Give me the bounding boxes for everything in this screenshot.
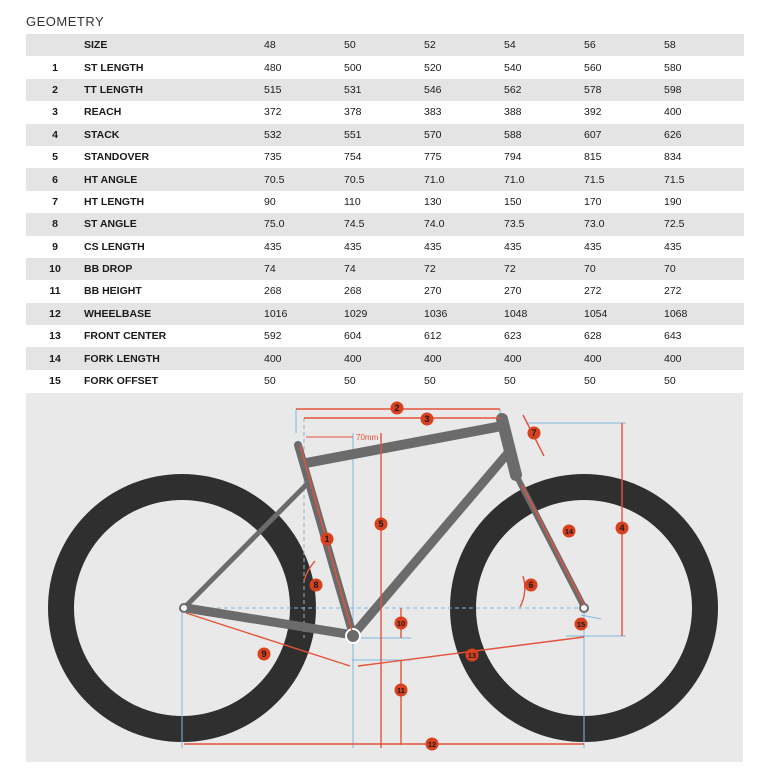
table-cell: 70 xyxy=(584,263,596,276)
row-number xyxy=(26,34,84,56)
table-cell: 607 xyxy=(584,128,602,141)
table-cell: 272 xyxy=(664,285,682,298)
size-header-cell: 58 xyxy=(664,39,676,52)
table-cell: 400 xyxy=(664,106,682,119)
row-number: 1 xyxy=(52,61,58,74)
row-number: 12 xyxy=(49,307,61,320)
marker-label: 7 xyxy=(531,428,537,439)
table-cell: 531 xyxy=(344,83,362,96)
table-cell: 604 xyxy=(344,330,362,343)
table-cell: 551 xyxy=(344,128,362,141)
table-cell: 532 xyxy=(264,128,282,141)
table-cell: 643 xyxy=(664,330,682,343)
marker-label: 14 xyxy=(564,527,574,537)
table-cell: 71.5 xyxy=(584,173,605,186)
table-row xyxy=(26,213,744,235)
table-cell: 520 xyxy=(424,61,442,74)
table-cell: 74.0 xyxy=(424,218,445,231)
table-cell: 50 xyxy=(344,375,356,388)
size-header-cell: 50 xyxy=(344,39,356,52)
table-cell: 72 xyxy=(424,263,436,276)
table-cell: 73.5 xyxy=(504,218,525,231)
marker-label: 2 xyxy=(394,403,400,414)
table-cell: 73.0 xyxy=(584,218,605,231)
table-cell: 400 xyxy=(264,352,282,365)
marker-3 xyxy=(421,413,434,426)
table-row xyxy=(26,146,744,168)
table-cell: 598 xyxy=(664,83,682,96)
marker-9 xyxy=(258,648,271,661)
table-cell: 130 xyxy=(424,195,442,208)
table-cell: 72.5 xyxy=(664,218,685,231)
table-cell: 50 xyxy=(664,375,676,388)
row-number: 2 xyxy=(52,83,58,96)
row-label: FORK OFFSET xyxy=(84,375,159,388)
table-row xyxy=(26,347,744,369)
marker-4 xyxy=(616,522,629,535)
table-cell: 268 xyxy=(344,285,362,298)
row-label: BB DROP xyxy=(84,263,133,276)
table-cell: 435 xyxy=(664,240,682,253)
marker-14 xyxy=(563,525,576,538)
front-axle xyxy=(580,604,588,612)
table-cell: 612 xyxy=(424,330,442,343)
table-cell: 1068 xyxy=(664,307,688,320)
row-number: 10 xyxy=(49,263,61,276)
marker-2 xyxy=(391,402,404,415)
table-cell: 400 xyxy=(424,352,442,365)
row-number: 11 xyxy=(49,285,61,298)
table-cell: 435 xyxy=(344,240,362,253)
row-number: 3 xyxy=(52,106,58,119)
table-cell: 626 xyxy=(664,128,682,141)
size-header-label: SIZE xyxy=(84,39,108,52)
marker-label: 9 xyxy=(261,649,267,660)
row-number: 5 xyxy=(52,151,58,164)
row-label: WHEELBASE xyxy=(84,307,152,320)
row-label: HT LENGTH xyxy=(84,195,145,208)
marker-10 xyxy=(395,617,408,630)
table-cell: 71.0 xyxy=(424,173,445,186)
bottom-bracket xyxy=(346,629,360,643)
row-number: 15 xyxy=(49,375,61,388)
row-number: 4 xyxy=(52,128,58,141)
table-cell: 50 xyxy=(264,375,276,388)
table-row xyxy=(26,168,744,190)
table-row xyxy=(26,124,744,146)
table-cell: 1016 xyxy=(264,307,288,320)
marker-6 xyxy=(525,579,538,592)
marker-13 xyxy=(466,649,479,662)
row-label: STANDOVER xyxy=(84,151,150,164)
table-cell: 623 xyxy=(504,330,522,343)
row-number: 14 xyxy=(49,352,61,365)
table-cell: 588 xyxy=(504,128,522,141)
marker-label: 6 xyxy=(528,580,534,591)
table-cell: 515 xyxy=(264,83,282,96)
size-header-cell: 48 xyxy=(264,39,276,52)
table-cell: 1036 xyxy=(424,307,448,320)
table-row xyxy=(26,325,744,347)
geometry-heading: GEOMETRY xyxy=(26,14,105,29)
marker-8 xyxy=(310,579,323,592)
row-number: 7 xyxy=(52,195,58,208)
table-cell: 70 xyxy=(664,263,676,276)
marker-11 xyxy=(395,684,408,697)
row-label: REACH xyxy=(84,106,122,119)
table-cell: 72 xyxy=(504,263,516,276)
row-label: FRONT CENTER xyxy=(84,330,167,343)
marker-label: 5 xyxy=(378,519,384,530)
table-row xyxy=(26,236,744,258)
row-number: 8 xyxy=(52,218,58,231)
row-label: TT LENGTH xyxy=(84,83,143,96)
marker-label: 13 xyxy=(467,651,477,661)
table-row xyxy=(26,79,744,101)
table-row xyxy=(26,370,744,392)
table-cell: 1029 xyxy=(344,307,368,320)
table-cell: 435 xyxy=(504,240,522,253)
table-cell: 435 xyxy=(424,240,442,253)
table-cell: 50 xyxy=(504,375,516,388)
marker-label: 15 xyxy=(576,620,586,630)
row-label: BB HEIGHT xyxy=(84,285,142,298)
marker-label: 10 xyxy=(396,619,406,629)
row-number: 13 xyxy=(49,330,61,343)
table-cell: 834 xyxy=(664,151,682,164)
size-header-cell: 52 xyxy=(424,39,436,52)
row-label: ST ANGLE xyxy=(84,218,137,231)
table-cell: 754 xyxy=(344,151,362,164)
table-cell: 383 xyxy=(424,106,442,119)
bike-diagram-svg xyxy=(26,393,743,762)
table-cell: 815 xyxy=(584,151,602,164)
row-label: STACK xyxy=(84,128,120,141)
table-cell: 70.5 xyxy=(264,173,285,186)
table-cell: 392 xyxy=(584,106,602,119)
table-cell: 50 xyxy=(424,375,436,388)
rear-axle xyxy=(180,604,188,612)
bike-frame xyxy=(180,419,588,643)
table-cell: 378 xyxy=(344,106,362,119)
table-cell: 270 xyxy=(504,285,522,298)
size-header-cell: 56 xyxy=(584,39,596,52)
table-cell: 70.5 xyxy=(344,173,365,186)
table-cell: 500 xyxy=(344,61,362,74)
table-cell: 628 xyxy=(584,330,602,343)
size-header-cell: 54 xyxy=(504,39,516,52)
table-cell: 560 xyxy=(584,61,602,74)
table-cell: 110 xyxy=(344,195,361,208)
row-label: ST LENGTH xyxy=(84,61,144,74)
marker-label: 3 xyxy=(424,414,430,425)
marker-5 xyxy=(375,518,388,531)
table-cell: 400 xyxy=(504,352,522,365)
marker-label: 4 xyxy=(619,523,625,534)
table-row xyxy=(26,258,744,280)
table-cell: 540 xyxy=(504,61,522,74)
row-number: 6 xyxy=(52,173,58,186)
table-cell: 268 xyxy=(264,285,282,298)
table-cell: 578 xyxy=(584,83,602,96)
table-cell: 150 xyxy=(504,195,522,208)
marker-7 xyxy=(528,427,541,440)
table-cell: 190 xyxy=(664,195,682,208)
table-cell: 562 xyxy=(504,83,522,96)
table-cell: 75.0 xyxy=(264,218,285,231)
marker-label: 12 xyxy=(427,740,437,750)
table-cell: 400 xyxy=(344,352,362,365)
table-cell: 372 xyxy=(264,106,282,119)
table-cell: 74 xyxy=(264,263,276,276)
table-cell: 435 xyxy=(584,240,602,253)
table-cell: 74.5 xyxy=(344,218,365,231)
table-cell: 270 xyxy=(424,285,442,298)
row-label: CS LENGTH xyxy=(84,240,145,253)
table-cell: 400 xyxy=(584,352,602,365)
marker-15 xyxy=(575,618,588,631)
table-cell: 90 xyxy=(264,195,276,208)
table-cell: 794 xyxy=(504,151,522,164)
table-cell: 388 xyxy=(504,106,522,119)
table-cell: 592 xyxy=(264,330,282,343)
table-cell: 546 xyxy=(424,83,442,96)
row-label: FORK LENGTH xyxy=(84,352,160,365)
table-cell: 170 xyxy=(584,195,602,208)
marker-label: 1 xyxy=(324,534,330,545)
table-row xyxy=(26,56,744,78)
top-tube xyxy=(306,426,502,463)
table-cell: 50 xyxy=(584,375,596,388)
table-cell: 1054 xyxy=(584,307,608,320)
marker-group xyxy=(258,402,629,751)
row-number: 9 xyxy=(52,240,58,253)
table-cell: 480 xyxy=(264,61,282,74)
marker-label: 11 xyxy=(397,686,405,696)
marker-1 xyxy=(321,533,334,546)
table-row xyxy=(26,101,744,123)
table-row xyxy=(26,280,744,302)
table-cell: 435 xyxy=(264,240,282,253)
row-label: HT ANGLE xyxy=(84,173,138,186)
table-cell: 272 xyxy=(584,285,602,298)
table-header-row xyxy=(26,34,744,56)
bike-geometry-diagram xyxy=(26,393,743,762)
table-cell: 71.5 xyxy=(664,173,685,186)
table-cell: 570 xyxy=(424,128,442,141)
table-cell: 580 xyxy=(664,61,682,74)
table-cell: 1048 xyxy=(504,307,528,320)
table-row xyxy=(26,191,744,213)
table-row xyxy=(26,303,744,325)
marker-label: 8 xyxy=(313,580,319,591)
table-cell: 74 xyxy=(344,263,356,276)
geometry-table xyxy=(26,34,744,392)
table-cell: 775 xyxy=(424,151,442,164)
marker-12 xyxy=(426,738,439,751)
table-cell: 400 xyxy=(664,352,682,365)
offset-label: 70mm xyxy=(356,433,379,442)
head-tube xyxy=(502,419,516,475)
table-cell: 71.0 xyxy=(504,173,525,186)
table-cell: 735 xyxy=(264,151,282,164)
